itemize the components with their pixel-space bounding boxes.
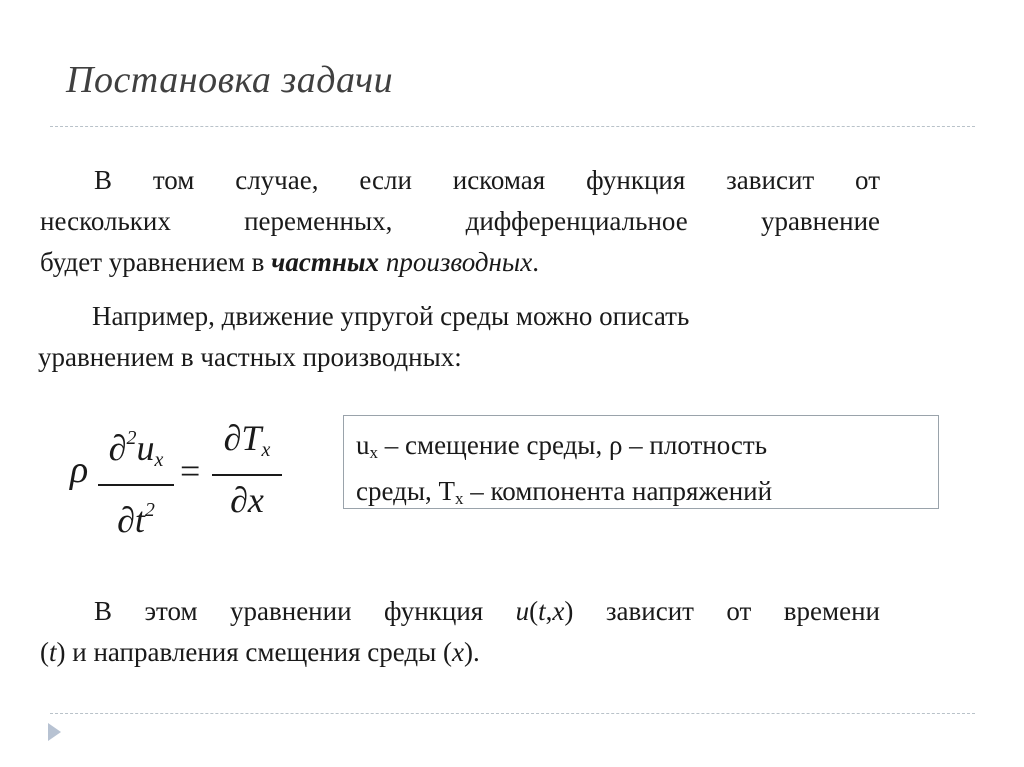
fraction-left xyxy=(98,418,174,540)
legend-u: u xyxy=(356,430,370,460)
paren-close: ) xyxy=(564,596,574,626)
legend-line-2 xyxy=(356,472,926,518)
subscript-x: x xyxy=(261,439,271,461)
triangle-right-icon[interactable] xyxy=(48,723,61,741)
wave-equation xyxy=(70,418,300,540)
legend-T-sub: x xyxy=(454,489,464,508)
paren-open: ( xyxy=(40,637,49,667)
paragraph-2-line-1: Например, движение упругой среды можно описать xyxy=(92,301,690,331)
paragraph-3-line-1 xyxy=(40,591,880,632)
paren-open: ( xyxy=(529,596,539,626)
partial-t: ∂t xyxy=(117,500,145,540)
paragraph-1 xyxy=(40,160,880,283)
line-3-prefix: будет уравнением в xyxy=(40,247,272,277)
paragraph-1-line-1: В том случае, если искомая функция зависит от xyxy=(94,165,880,195)
partial-T: ∂T xyxy=(223,418,262,458)
func-u: u xyxy=(515,596,530,626)
term-derivatives: производных xyxy=(379,247,533,277)
fraction-left-denominator xyxy=(117,490,155,540)
fraction-left-numerator xyxy=(109,418,164,480)
paragraph-3-line-2 xyxy=(40,632,880,673)
p3-line-2-mid: ) и направления смещения среды ( xyxy=(56,637,453,667)
paragraph-2-line-2: уравнением в частных производных: xyxy=(38,342,462,372)
formula-rho: ρ xyxy=(70,449,89,491)
legend-line-2-start: среды, T xyxy=(356,476,455,506)
func-x: x xyxy=(552,596,565,626)
comma: , xyxy=(545,596,553,626)
legend-line-1-text: – смещение среды, ρ – плотность xyxy=(378,430,768,460)
fraction-right-bar xyxy=(212,474,282,476)
legend-box xyxy=(343,415,939,509)
func-t: t xyxy=(538,596,546,626)
power: 2 xyxy=(144,499,155,521)
p3-start: В этом уравнении функция xyxy=(94,596,516,626)
top-divider xyxy=(50,126,975,127)
p3-line-1-rest: зависит от времени xyxy=(573,596,880,626)
var-u: u xyxy=(136,428,155,468)
fraction-left-bar xyxy=(98,484,174,486)
fraction-right-denominator: ∂x xyxy=(230,480,264,520)
paragraph-1-line-3 xyxy=(40,242,880,283)
subscript-x: x xyxy=(154,449,164,471)
bottom-divider xyxy=(50,713,975,714)
var-x: x xyxy=(452,637,464,667)
fraction-right xyxy=(212,418,282,520)
formula-equals: = xyxy=(180,451,201,491)
partial-symbol: ∂ xyxy=(108,428,127,468)
var-t: t xyxy=(49,637,57,667)
p3-line-2-end: ). xyxy=(464,637,480,667)
term-partial: частных xyxy=(271,247,380,277)
slide-title: Постановка задачи xyxy=(66,59,394,101)
power: 2 xyxy=(126,427,137,449)
line-3-end: . xyxy=(532,247,539,277)
legend-line-1 xyxy=(356,426,926,472)
paragraph-1-line-2: нескольких переменных, дифференциальное уравнение xyxy=(40,206,880,236)
fraction-right-numerator xyxy=(224,418,271,470)
legend-u-sub: x xyxy=(369,443,378,462)
paragraph-2 xyxy=(38,296,868,378)
paragraph-3 xyxy=(40,591,880,673)
legend-line-2-text: – компонента напряжений xyxy=(463,476,773,506)
